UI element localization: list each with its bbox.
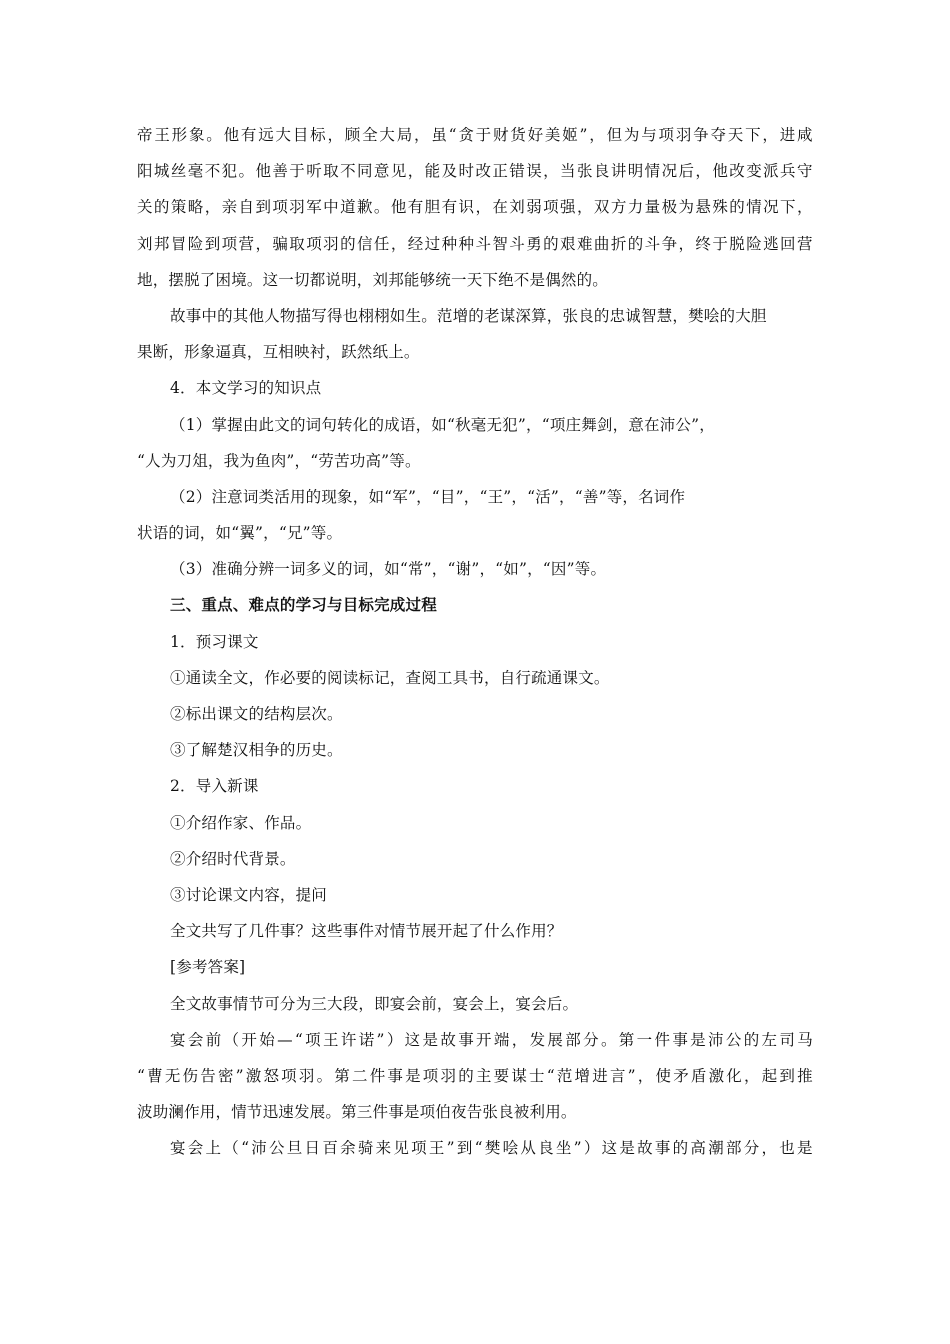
paragraph-word-class-usage: [137, 479, 813, 551]
text-line: 帝 王 形 象 。 他 有 远 大 目 标 ， 顾 全 大 局 ， 虽 “ 贪 于 财 货 好 美 姬 ” ， 但 为 与 项 羽 争 夺 天 下 ， 进 咸: [137, 126, 813, 144]
list-item: [137, 696, 813, 732]
text-line: “人为刀俎，我为鱼肉”，“劳苦功高”等。: [137, 451, 421, 470]
text-line: 宴 会 前 （ 开 始 — “ 项 王 许 诺 ” ） 这 是 故 事 开 端 ， 发 展 部 分 。 第 一 件 事 是 沛 公 的 左 司 马: [170, 1030, 813, 1049]
text-line: （1）掌握由此文的词句转化的成语，如“秋毫无犯”，“项庄舞剑，意在沛公”，: [170, 415, 715, 434]
text-line: 地，摆脱了困境。这一切都说明，刘邦能够统一天下绝不是偶然的。: [137, 270, 609, 289]
list-item: [137, 805, 813, 841]
paragraph-other-characters: [137, 298, 813, 370]
text-line: ③了解楚汉相争的历史。: [170, 741, 343, 760]
text-line: 1．预习课文: [170, 632, 259, 651]
text-line: 故事中的其他人物描写得也栩栩如生。范增的老谋深算，张良的忠诚智慧，樊哙的大胆: [170, 306, 767, 325]
text-line: 关 的 策 略 ， 亲 自 到 项 羽 军 中 道 歉 。 他 有 胆 有 识 ， 在 刘 弱 项 强 ， 双 方 力 量 极 为 悬 殊 的 情 况 下 ，: [137, 198, 813, 217]
text-line: （2）注意词类活用的现象，如“军”，“目”，“王”，“活”，“善”等，名词作: [170, 487, 686, 506]
text-line: 果断，形象逼真，互相映衬，跃然纸上。: [137, 343, 420, 362]
answer-during-banquet: [137, 1130, 813, 1166]
text-line: ①介绍作家、作品。: [170, 813, 312, 832]
heading-text: 三、重点、难点的学习与目标完成过程: [170, 595, 437, 615]
question: [137, 913, 813, 949]
text-line: “ 曹 无 伤 告 密 ” 激 怒 项 羽 。 第 二 件 事 是 项 羽 的 主 要 谋 士 “ 范 增 进 言 ” ， 使 矛 盾 激 化 ， 起 到 推: [137, 1066, 813, 1085]
list-item: [137, 732, 813, 768]
answer-paragraph: [137, 986, 813, 1022]
list-item: [137, 877, 813, 913]
text-line: [参考答案]: [170, 958, 246, 977]
paragraph-liu-bang-image: [137, 117, 813, 298]
text-line: ②标出课文的结构层次。: [170, 705, 343, 723]
text-line: （3）准确分辨一词多义的词，如“常”，“谢”，“如”，“因”等。: [170, 560, 607, 579]
answer-before-banquet: [137, 1022, 813, 1131]
text-line: ②介绍时代背景。: [170, 849, 296, 868]
list-item: [137, 660, 813, 696]
reference-answer-label: [137, 949, 813, 985]
text-line: 刘 邦 冒 险 到 项 营 ， 骗 取 项 羽 的 信 任 ， 经 过 种 种 斗 智 斗 勇 的 艰 难 曲 折 的 斗 争 ， 终 于 脱 险 逃 回 营: [137, 234, 813, 253]
text-line: 全文共写了几件事？这些事件对情节展开起了什么作用？: [170, 922, 563, 941]
step-introduction: [137, 768, 813, 804]
text-line: 波助澜作用，情节迅速发展。第三件事是项伯夜告张良被利用。: [137, 1103, 577, 1122]
step-preview: [137, 624, 813, 660]
section-heading: [137, 587, 813, 623]
text-line: 阳 城 丝 毫 不 犯 。 他 善 于 听 取 不 同 意 见 ， 能 及 时 改 正 错 误 ， 当 张 良 讲 明 情 况 后 ， 他 改 变 派 兵 守: [137, 162, 813, 181]
text-line: 全文故事情节可分为三大段，即宴会前，宴会上，宴会后。: [170, 994, 579, 1013]
paragraph-polysemy: [137, 551, 813, 587]
text-line: 4．本文学习的知识点: [170, 379, 322, 398]
document-body: [137, 117, 813, 1166]
text-line: 状语的词，如“翼”，“兄”等。: [137, 524, 343, 543]
section-knowledge-points: [137, 370, 813, 406]
text-line: ①通读全文，作必要的阅读标记，查阅工具书，自行疏通课文。: [170, 668, 610, 687]
text-line: 2．导入新课: [170, 777, 259, 796]
text-line: ③讨论课文内容，提问: [170, 885, 328, 904]
paragraph-idioms: [137, 407, 813, 479]
text-line: 宴 会 上 （ “ 沛 公 旦 日 百 余 骑 来 见 项 王 ” 到 “ 樊 哙 从 良 坐 ” ） 这 是 故 事 的 高 潮 部 分 ， 也 是: [170, 1139, 813, 1158]
list-item: [137, 841, 813, 877]
